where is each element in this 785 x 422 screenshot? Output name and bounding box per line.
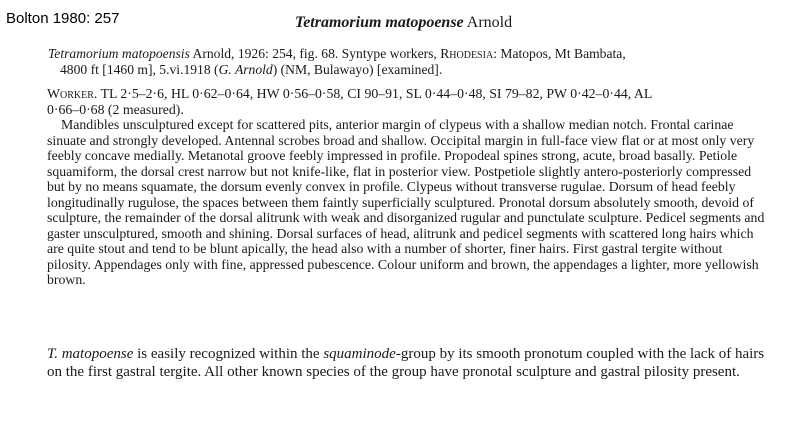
worker-morphology-text: Mandibles unsculptured except for scattered pits, anterior margin of clypeus with a shallow median notch. Frontal carinae sinuate and strongly developed. Antennal scrobes broad and shallow. Occipital margin in full-face view flat or at most only very feebly concave medially. Metanotal groove feebly impressed in profile. Propodeal spines strong, acute, broad basally. Petiole squamiform, the dorsal crest narrow but not knife-like, flat in posterior view. Postpetiole slightly antero-posteriorly compressed but by no means squamate, the dorsum evenly convex in profile. Clypeus without transverse rugulae. Dorsum of head feebly longitudinally rugulose, the spaces between them faintly superficially sculptured. Pronotal dorsum absolutely smooth, devoid of sculpture, the remainder of the dorsal alitrunk with weak and disorganized rugular and punctulate sculpture. Pedicel segments and gaster unsculptured, smooth and shining. Dorsal surfaces of head, alitrunk and pedicel segments with scattered long hairs which are quite stout and tend to be blunt apically, the head also with a number of shorter, finer hairs. First gastral tergite without pilosity. Appendages only with fine, appressed pubescence. Colour uniform and brown, the appendages a lighter, more yellowish brown. xyxy=(47,117,765,287)
diagnosis-group: squaminode xyxy=(323,346,396,362)
diagnosis-text-b: -group by its smooth pronotum coupled with the lack of hairs on the first gastral tergite. All other known species of the group have pronotal sculpture and gastral pilosity present. xyxy=(47,346,765,380)
synonymy-line-2 xyxy=(48,62,763,78)
species-name: Tetramorium matopoense xyxy=(294,14,464,31)
diagnosis-species: T. matopoense xyxy=(47,346,134,362)
diagnosis-text-a: is easily recognized within the xyxy=(133,346,324,362)
synonymy-locality: 4800 ft [1460 m], 5.vi.1918 ( xyxy=(60,62,219,77)
synonymy-text-a: Arnold, 1926: 254, fig. 68. Syntype workers, xyxy=(189,46,441,61)
synonymy-entry xyxy=(48,46,763,78)
diagnosis-paragraph xyxy=(47,346,769,381)
citation-label: Bolton 1980: 257 xyxy=(6,10,120,27)
worker-measurements-line-1 xyxy=(47,86,769,102)
synonymy-repository: ) (NM, Bulawayo) [examined]. xyxy=(272,62,443,77)
synonymy-text-b: : Matopos, Mt Bambata, xyxy=(493,46,626,61)
measurements-a: . TL 2·5–2·6, HL 0·62–0·64, HW 0·56–0·58, CI 90–91, SL 0·44–0·48, SI 79–82, PW 0·42–0·44, AL xyxy=(93,86,653,101)
synonymy-country: Rhodesia xyxy=(440,46,494,61)
synonymy-collector: G. Arnold xyxy=(218,62,273,77)
worker-measurements-line-2: 0·66–0·68 (2 measured). xyxy=(47,101,184,117)
synonymy-species: Tetramorium matopoensis xyxy=(48,46,190,61)
caste-label: Worker xyxy=(47,86,94,101)
species-author: Arnold xyxy=(466,14,513,31)
worker-description xyxy=(47,86,769,288)
species-title xyxy=(0,14,785,32)
